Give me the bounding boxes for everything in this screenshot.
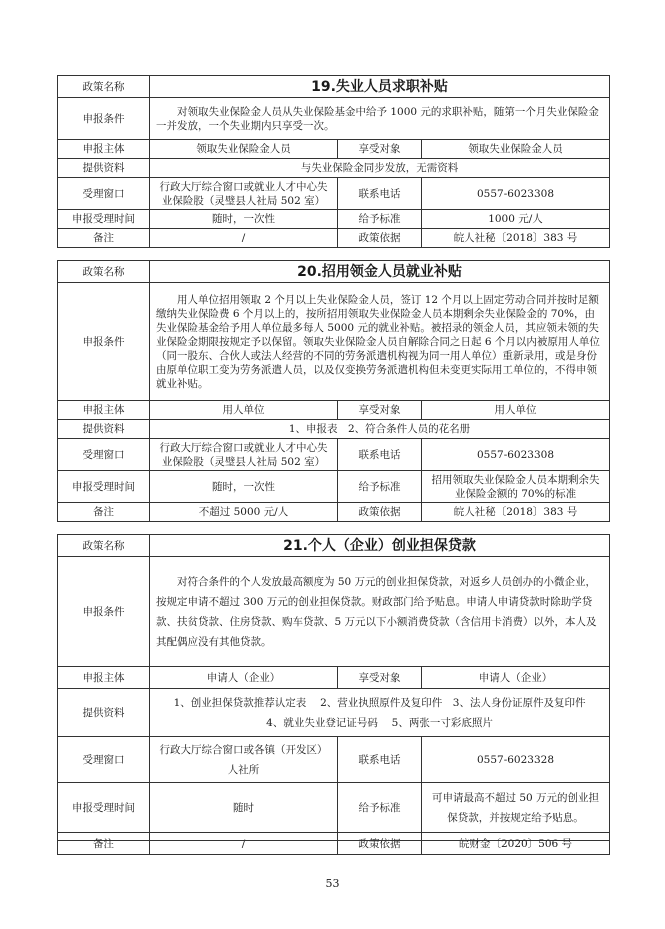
label-conditions: 申报条件 (58, 98, 150, 140)
label-standard: 给予标准 (338, 471, 422, 503)
label-basis: 政策依据 (338, 229, 422, 248)
policy-subject: 领取失业保险金人员 (150, 140, 338, 159)
policy-target: 领取失业保险金人员 (422, 140, 610, 159)
policy-conditions: 对符合条件的个人发放最高额度为 50 万元的创业担保贷款，对返乡人员创办的小微企业，按规定申请不超过 300 万元的创业担保贷款。财政部门给予贴息。申请人申请贷款时除助学贷款、扶贫贷款、住房贷款、购车贷款、5 万元以下小额消费贷款（含信用卡消费）以外，本人及其配偶应没有其他贷款。 (150, 557, 610, 667)
label-standard: 给予标准 (338, 783, 422, 833)
label-subject: 申报主体 (58, 140, 150, 159)
label-phone: 联系电话 (338, 737, 422, 783)
policy-phone: 0557-6023328 (422, 737, 610, 783)
label-policy-name: 政策名称 (58, 535, 150, 557)
policy-materials: 与失业保险金同步发放，无需资料 (150, 159, 610, 178)
policy-basis: 皖财金〔2020〕506 号 (422, 833, 610, 855)
label-conditions: 申报条件 (58, 557, 150, 667)
policy-materials-line-1: 1、创业担保贷款推荐认定表 2、营业执照原件及复印件 3、法人身份证原件及复印件 (173, 696, 586, 709)
label-phone: 联系电话 (338, 178, 422, 210)
policy-time: 随时 (150, 783, 338, 833)
policy-time: 随时，一次性 (150, 471, 338, 503)
policy-standard: 可申请最高不超过 50 万元的创业担保贷款，并按规定给予贴息。 (422, 783, 610, 833)
policy-table-21 (57, 534, 610, 855)
label-remarks: 备注 (58, 833, 150, 855)
policy-remarks: 不超过 5000 元/人 (150, 503, 338, 522)
label-target: 享受对象 (338, 401, 422, 420)
policy-conditions: 用人单位招用领取 2 个月以上失业保险金人员，签订 12 个月以上固定劳动合同并按时足额缴纳失业保险费 6 个月以上的，按所招用领取失业保险金人员本期剩余失业保险金的 70%，由失业保险基金给予用人单位最多每人 5000 元的就业补贴。被招录的领金人员，其应领未领的失业保险金期限按规定予以保留。领取失业保险金人员自解除合同之日起 6 个月以内被原用人单位（同一股东、合伙人或法人经营的不同的劳务派遣机构视为同一用人单位）重新录用，或是身份由原单位职工变为劳务派遣人员，以及仅变换劳务派遣机构但未变更实际用工单位的，不得申领就业补贴。 (150, 283, 610, 401)
label-policy-name: 政策名称 (58, 76, 150, 98)
label-policy-name: 政策名称 (58, 261, 150, 283)
label-materials: 提供资料 (58, 689, 150, 737)
label-materials: 提供资料 (58, 420, 150, 439)
policy-materials: 1、申报表 2、符合条件人员的花名册 (150, 420, 610, 439)
policy-subject: 申请人（企业） (150, 667, 338, 689)
label-basis: 政策依据 (338, 503, 422, 522)
label-window: 受理窗口 (58, 737, 150, 783)
label-phone: 联系电话 (338, 439, 422, 471)
label-subject: 申报主体 (58, 667, 150, 689)
policy-materials (150, 689, 610, 737)
policy-basis: 皖人社秘〔2018〕383 号 (422, 229, 610, 248)
policy-window: 行政大厅综合窗口或各镇（开发区）人社所 (150, 737, 338, 783)
policy-basis: 皖人社秘〔2018〕383 号 (422, 503, 610, 522)
label-window: 受理窗口 (58, 178, 150, 210)
label-time: 申报受理时间 (58, 471, 150, 503)
policy-title: 19.失业人员求职补贴 (150, 76, 610, 98)
policy-window: 行政大厅综合窗口或就业人才中心失业保险股（灵璧县人社局 502 室） (150, 439, 338, 471)
policy-table-19 (57, 75, 610, 248)
policy-subject: 用人单位 (150, 401, 338, 420)
policy-target: 用人单位 (422, 401, 610, 420)
policy-remarks: / (150, 229, 338, 248)
policy-standard: 招用领取失业保险金人员本期剩余失业保险金额的 70%的标准 (422, 471, 610, 503)
label-time: 申报受理时间 (58, 783, 150, 833)
policy-title: 20.招用领金人员就业补贴 (150, 261, 610, 283)
page-number: 53 (325, 877, 340, 890)
label-remarks: 备注 (58, 503, 150, 522)
policy-conditions: 对领取失业保险金人员从失业保险基金中给予 1000 元的求职补贴，随第一个月失业保险金一并发放，一个失业期内只享受一次。 (150, 98, 610, 140)
policy-phone: 0557-6023308 (422, 178, 610, 210)
policy-standard: 1000 元/人 (422, 210, 610, 229)
label-time: 申报受理时间 (58, 210, 150, 229)
policy-time: 随时，一次性 (150, 210, 338, 229)
policy-target: 申请人（企业） (422, 667, 610, 689)
label-conditions: 申报条件 (58, 283, 150, 401)
label-standard: 给予标准 (338, 210, 422, 229)
policy-window: 行政大厅综合窗口或就业人才中心失业保险股（灵璧县人社局 502 室） (150, 178, 338, 210)
label-subject: 申报主体 (58, 401, 150, 420)
label-materials: 提供资料 (58, 159, 150, 178)
policy-remarks: / (150, 833, 338, 855)
policy-table-20 (57, 260, 610, 522)
policy-materials-line-2: 4、就业失业登记证号码 5、两张一寸彩底照片 (266, 716, 493, 729)
label-target: 享受对象 (338, 140, 422, 159)
label-target: 享受对象 (338, 667, 422, 689)
policy-title: 21.个人（企业）创业担保贷款 (150, 535, 610, 557)
label-basis: 政策依据 (338, 833, 422, 855)
label-window: 受理窗口 (58, 439, 150, 471)
footer-divider (57, 840, 609, 841)
label-remarks: 备注 (58, 229, 150, 248)
policy-phone: 0557-6023308 (422, 439, 610, 471)
